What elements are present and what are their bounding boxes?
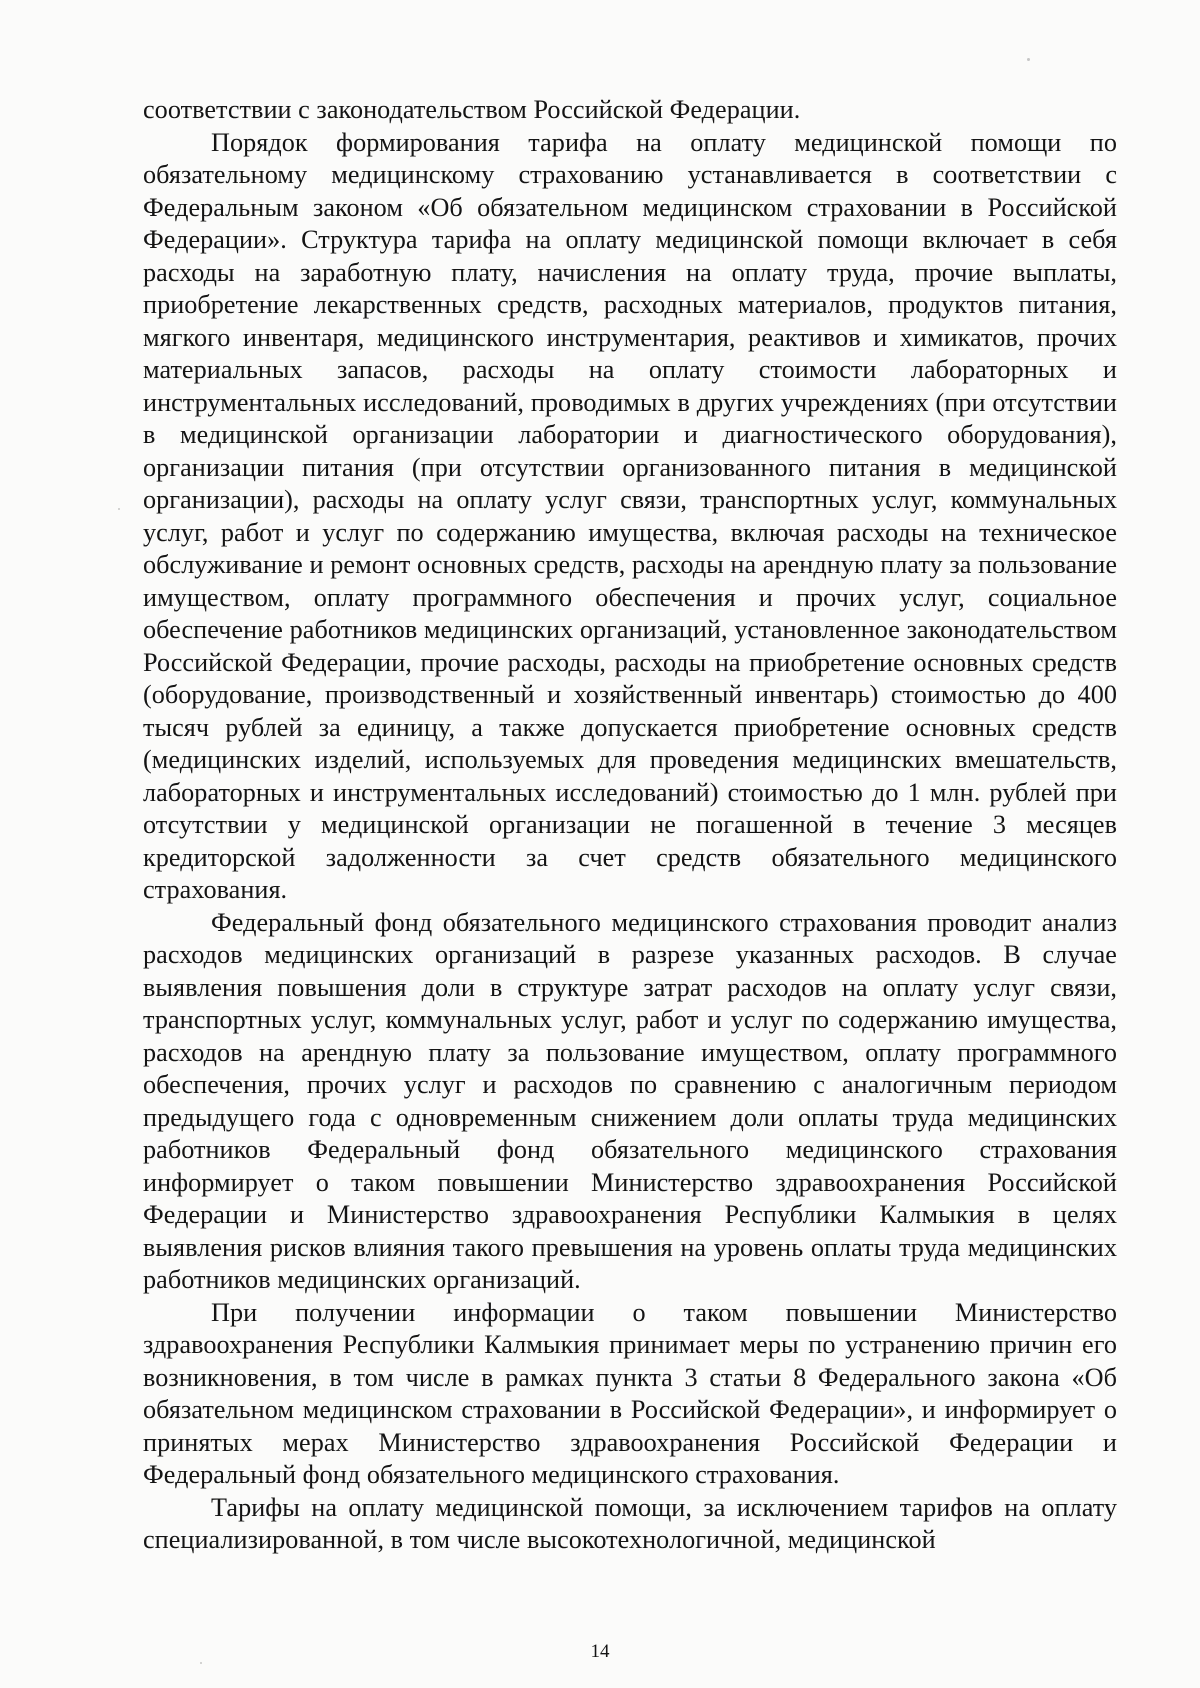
paragraph-tariffs-start: Тарифы на оплату медицинской помощи, за исключением тарифов на оплату специализированной, в том числе высокотехнологичной, медицинской — [143, 1492, 1117, 1554]
scan-speck — [200, 1662, 202, 1664]
page-number: 14 — [590, 1641, 610, 1662]
paragraph-ffoms-analysis: Федеральный фонд обязательного медицинского страхования проводит анализ расходов медицинских организаций в разрезе указанных расходов. В случае выявления повышения доли в структуре затрат расходов на оплату услуг связи, транспортных услуг, коммунальных услуг, работ и услуг по содержанию имущества, расходов на арендную плату за пользование имуществом, оплату программного обеспечения, прочих услуг и расходов по сравнению с аналогичным периодом предыдущего года с одновременным снижением доли оплаты труда медицинских работников Федеральный фонд обязательного медицинского страхования информирует о таком повышении Министерство здравоохранения Российской Федерации и Министерство здравоохранения Республики Калмыкия в целях выявления рисков влияния такого превышения на уровень оплаты труда медицинских работников медицинских организаций. — [143, 907, 1117, 1294]
paragraph-continuation: соответствии с законодательством Российской Федерации. — [143, 95, 801, 124]
scan-speck — [1027, 58, 1030, 61]
document-body — [143, 94, 1117, 1557]
paragraph-ministry-measures: При получении информации о таком повышении Министерство здравоохранения Республики Калмыкия принимает меры по устранению причин его возникновения, в том числе в рамках пункта 3 статьи 8 Федерального закона «Об обязательном медицинском страховании в Российской Федерации», и информирует о принятых мерах Министерство здравоохранения Российской Федерации и Федеральный фонд обязательного медицинского страхования. — [143, 1297, 1117, 1489]
paragraph-tariff-structure: Порядок формирования тарифа на оплату медицинской помощи по обязательному медицинскому страхованию устанавливается в соответствии с Федеральным законом «Об обязательном медицинском страховании в Российской Федерации». Структура тарифа на оплату медицинской помощи включает в себя расходы на заработную плату, начисления на оплату труда, прочие выплаты, приобретение лекарственных средств, расходных материалов, продуктов питания, мягкого инвентаря, медицинского инструментария, реактивов и химикатов, прочих материальных запасов, расходы на оплату стоимости лабораторных и инструментальных исследований, проводимых в других учреждениях (при отсутствии в медицинской организации лаборатории и диагностического оборудования), организации питания (при отсутствии организованного питания в медицинской организации), расходы на оплату услуг связи, транспортных услуг, коммунальных услуг, работ и услуг по содержанию имущества, включая расходы на техническое обслуживание и ремонт основных средств, расходы на арендную плату за пользование имуществом, оплату программного обеспечения и прочих услуг, социальное обеспечение работников медицинских организаций, установленное законодательством Российской Федерации, прочие расходы, расходы на приобретение основных средств (оборудование, производственный и хозяйственный инвентарь) стоимостью до 400 тысяч рублей за единицу, а также допускается приобретение основных средств (медицинских изделий, используемых для проведения медицинских вмешательств, лабораторных и инструментальных исследований) стоимостью до 1 млн. рублей при отсутствии у медицинской организации не погашенной в течение 3 месяцев кредиторской задолженности за счет средств обязательного медицинского страхования. — [143, 127, 1117, 904]
scan-speck — [118, 508, 120, 510]
